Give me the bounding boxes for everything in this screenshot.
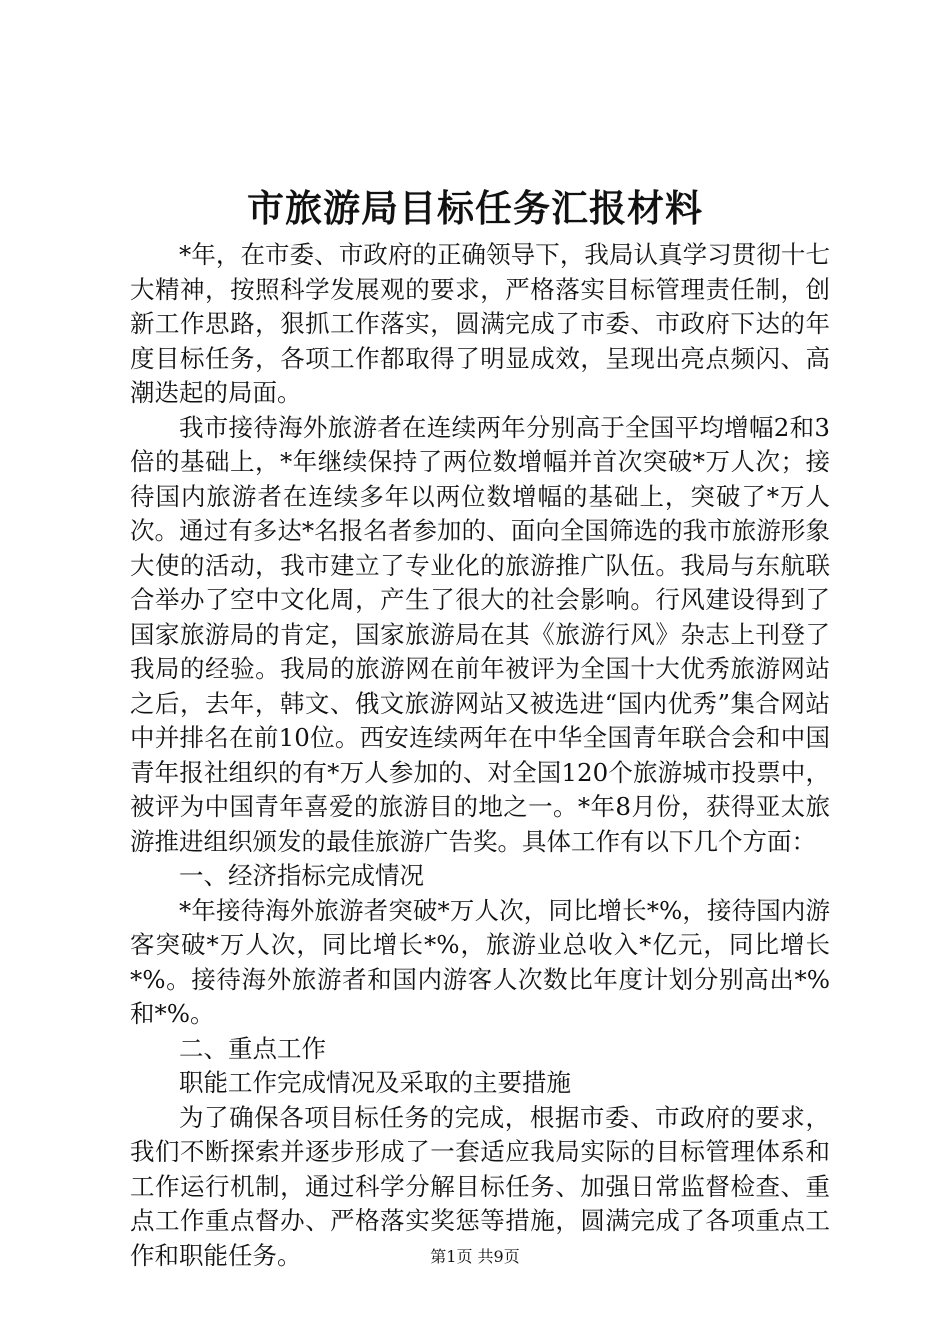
- paragraph-intro: *年，在市委、市政府的正确领导下，我局认真学习贯彻十七大精神，按照科学发展观的要求，严格落实目标管理责任制，创新工作思路，狠抓工作落实，圆满完成了市委、市政府下达的年度目标任务，各项工作都取得了明显成效，呈现出亮点频闪、高潮迭起的局面。: [130, 240, 830, 407]
- subsection-heading-measures: 职能工作完成情况及采取的主要措施: [179, 1068, 571, 1097]
- paragraph-measures: 为了确保各项目标任务的完成，根据市委、市政府的要求，我们不断探索并逐步形成了一套适应我局实际的目标管理体系和工作运行机制，通过科学分解目标任务、加强日常监督检查、重点工作重点督办、严格落实奖惩等措施，圆满完成了各项重点工作和职能任务。: [130, 1102, 830, 1270]
- document-title: 市旅游局目标任务汇报材料: [247, 186, 703, 230]
- section-heading-economic: 一、经济指标完成情况: [179, 861, 424, 890]
- document-body: [130, 238, 830, 1273]
- paragraph-achievements: 我市接待海外旅游者在连续两年分别高于全国平均增幅2和3倍的基础上，*年继续保持了两位数增幅并首次突破*万人次；接待国内旅游者在连续多年以两位数增幅的基础上，突破了*万人次。通过有多达*名报名者参加的、面向全国筛选的我市旅游形象大使的活动，我市建立了专业化的旅游推广队伍。我局与东航联合举办了空中文化周，产生了很大的社会影响。行风建设得到了国家旅游局的肯定，国家旅游局在其《旅游行风》杂志上刊登了我局的经验。我局的旅游网在前年被评为全国十大优秀旅游网站之后，去年，韩文、俄文旅游网站又被选进“国内优秀”集合网站中并排名在前10位。西安连续两年在中华全国青年联合会和中国青年报社组织的有*万人参加的、对全国120个旅游城市投票中，被评为中国青年喜爱的旅游目的地之一。*年8月份，获得亚太旅游推进组织颁发的最佳旅游广告奖。具体工作有以下几个方面：: [130, 412, 830, 856]
- page-number-footer: 第1页 共9页: [430, 1247, 520, 1266]
- paragraph-economic: *年接待海外旅游者突破*万人次，同比增长*%，接待国内游客突破*万人次，同比增长*%，旅游业总收入*亿元，同比增长*%。接待海外旅游者和国内游客人次数比年度计划分别高出*%和*%。: [130, 895, 830, 1028]
- section-heading-key-work: 二、重点工作: [179, 1033, 326, 1063]
